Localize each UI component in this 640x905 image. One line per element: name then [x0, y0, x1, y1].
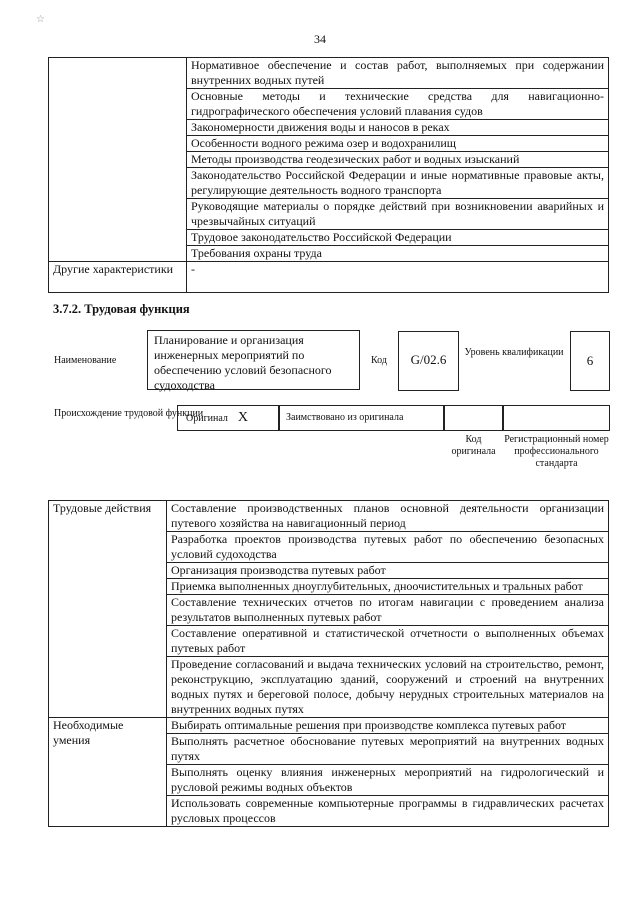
other-characteristics-label: Другие характеристики	[49, 262, 187, 293]
level-label: Уровень квалификации	[464, 347, 564, 358]
knowledge-label-cell	[49, 58, 187, 262]
knowledge-table	[48, 57, 609, 293]
section-title: 3.7.2. Трудовая функция	[53, 302, 190, 316]
knowledge-item: Особенности водного режима озер и водохранилищ	[187, 136, 609, 152]
corner-mark: ☆	[36, 14, 45, 25]
labor-action-item: Организация производства путевых работ	[167, 563, 609, 579]
original-box	[177, 405, 279, 431]
knowledge-item: Основные методы и технические средства для навигационно-гидрографического обеспечения условий плавания судов	[187, 89, 609, 120]
knowledge-item: Нормативное обеспечение и состав работ, выполняемых при содержании внутренних водных путей	[187, 58, 609, 89]
origin-label: Происхождение трудовой функции	[54, 408, 204, 419]
labor-action-item: Составление производственных планов основной деятельности организации путевого хозяйства на навигационный период	[167, 501, 609, 532]
labor-action-item: Составление технических отчетов по итогам навигации с проведением анализа результатов выполненных путевых работ	[167, 595, 609, 626]
skills-label: Необходимые умения	[49, 718, 167, 827]
origin-code-box	[444, 405, 503, 431]
borrowed-box: Заимствовано из оригинала	[279, 405, 444, 431]
qualification-level-box: 6	[570, 331, 610, 391]
knowledge-item: Трудовое законодательство Российской Федерации	[187, 230, 609, 246]
skill-item: Выполнять оценку влияния инженерных мероприятий на гидрологический и русловой режимы водных объектов	[167, 765, 609, 796]
function-code-box: G/02.6	[398, 331, 459, 391]
name-label: Наименование	[54, 355, 117, 366]
labor-action-item: Разработка проектов производства путевых работ по обеспечению безопасных условий судоходства	[167, 532, 609, 563]
knowledge-item: Руководящие материалы о порядке действий при возникновении аварийных и чрезвычайных ситуаций	[187, 199, 609, 230]
original-label: Оригинал	[186, 413, 228, 424]
page-number: 34	[314, 32, 326, 46]
knowledge-item: Методы производства геодезических работ и водных изысканий	[187, 152, 609, 168]
labor-actions-label: Трудовые действия	[49, 501, 167, 718]
original-mark: X	[237, 410, 249, 425]
code-label: Код	[371, 355, 387, 366]
knowledge-item: Законодательство Российской Федерации и иные нормативные правовые акты, регулирующие деятельность водного транспорта	[187, 168, 609, 199]
other-characteristics-value: -	[187, 262, 609, 293]
knowledge-item: Требования охраны труда	[187, 246, 609, 262]
labor-action-item: Приемка выполненных дноуглубительных, дноочистительных и тральных работ	[167, 579, 609, 595]
labor-action-item: Составление оперативной и статистической отчетности о выполненных объемах путевых работ	[167, 626, 609, 657]
skill-item: Использовать современные компьютерные программы в гидравлических расчетах русловых процессов	[167, 796, 609, 827]
labor-action-item: Проведение согласований и выдача технических условий на строительство, ремонт, реконструкцию, эксплуатацию зданий, сооружений и строений на внутренних водных путях и береговой полосе, добычу нерудных строительных материалов на внутренних водных путях	[167, 657, 609, 718]
origin-code-label: Код оригинала	[451, 434, 496, 457]
skill-item: Выполнять расчетное обоснование путевых мероприятий на внутренних водных путях	[167, 734, 609, 765]
knowledge-item: Закономерности движения воды и наносов в реках	[187, 120, 609, 136]
reg-number-box	[503, 405, 610, 431]
skill-item: Выбирать оптимальные решения при производстве комплекса путевых работ	[167, 718, 609, 734]
reg-number-label: Регистрационный номер профессионального стандарта	[504, 434, 609, 469]
labor-actions-table	[48, 500, 609, 827]
function-name-box: Планирование и организация инженерных мероприятий по обеспечению условий безопасного судоходства	[147, 330, 360, 390]
